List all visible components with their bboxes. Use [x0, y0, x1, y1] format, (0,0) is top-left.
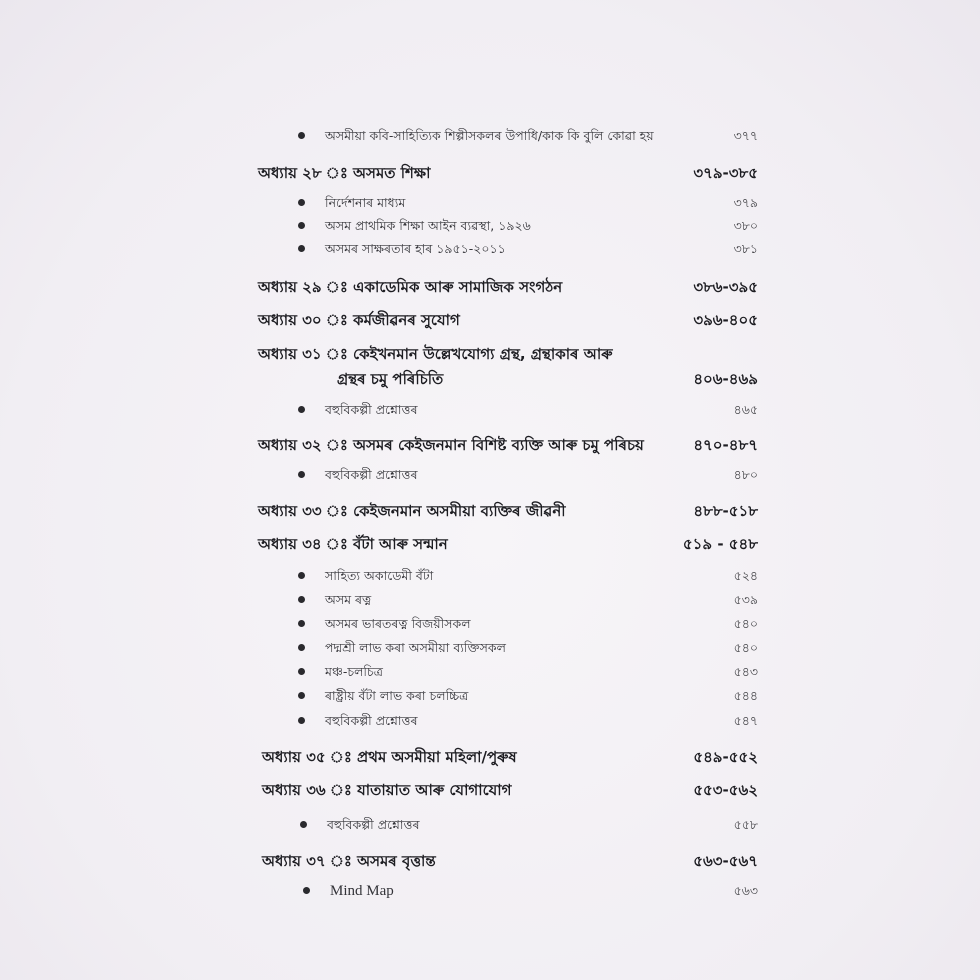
toc-item	[298, 128, 758, 148]
chapter-pages: ৩৭৯-৩৮৫	[693, 164, 758, 182]
toc-item-label: ৰাষ্ট্ৰীয় বঁটা লাভ কৰা চলচ্চিত্ৰ	[325, 688, 469, 703]
chapter-heading	[258, 276, 758, 301]
chapter-title: অধ্যায় ২৮ ঃ অসমত শিক্ষা	[258, 164, 431, 182]
toc-item-label: বহুবিকল্পী প্ৰশ্নোত্তৰ	[325, 713, 418, 728]
bullet-icon	[298, 668, 305, 675]
chapter-title-cont: গ্ৰন্থৰ চমু পৰিচিতি	[337, 370, 444, 388]
toc-item	[300, 817, 758, 837]
toc-item	[298, 616, 758, 636]
toc-item-label: সাহিত্য অকাডেমী বঁটা	[325, 568, 434, 583]
toc-item-page: ৫৩৯	[733, 592, 758, 607]
chapter-pages: ৫৪৯-৫৫২	[693, 748, 758, 766]
bullet-icon	[298, 692, 305, 699]
toc-item-page: ৪৮০	[733, 467, 758, 482]
chapter-heading-cont	[337, 368, 758, 393]
toc-item-page: ৪৬৫	[733, 402, 758, 417]
chapter-title: অধ্যায় ৩৫ ঃ প্ৰথম অসমীয়া মহিলা/পুৰুষ	[262, 748, 517, 766]
chapter-heading	[262, 746, 758, 771]
toc-item-page: ৫৪৪	[733, 688, 758, 703]
chapter-title: অধ্যায় ৩৩ ঃ কেইজনমান অসমীয়া ব্যক্তিৰ জীৱনী	[258, 502, 566, 520]
chapter-heading	[258, 309, 758, 334]
toc-item-page: ৫৪০	[733, 640, 758, 655]
chapter-pages: ৫১৯ - ৫৪৮	[682, 535, 758, 553]
chapter-heading	[262, 850, 758, 875]
bullet-icon	[298, 596, 305, 603]
toc-item-label: মঞ্চ-চলচিত্ৰ	[325, 664, 383, 679]
toc-item	[298, 640, 758, 660]
toc-item	[298, 568, 758, 588]
chapter-title: অধ্যায় ৩৬ ঃ যাতায়াত আৰু যোগাযোগ	[262, 781, 512, 799]
bullet-icon	[298, 471, 305, 478]
bullet-icon	[298, 620, 305, 627]
chapter-heading	[258, 434, 758, 459]
toc-item	[298, 688, 758, 708]
toc-item	[303, 883, 758, 903]
toc-item-label: অসমৰ ভাৰতৰত্ন বিজয়ীসকল	[325, 616, 471, 631]
chapter-title: অধ্যায় ৩৭ ঃ অসমৰ বৃত্তান্ত	[262, 852, 436, 870]
toc-item-page: ৩৮১	[733, 241, 758, 256]
bullet-icon	[298, 222, 305, 229]
toc-item	[298, 713, 758, 733]
chapter-pages: ৪৮৮-৫১৮	[693, 502, 758, 520]
bullet-icon	[298, 644, 305, 651]
toc-item-label: Mind Map	[330, 883, 394, 899]
toc-item-label: নির্দেশনাৰ মাধ্যম	[325, 195, 406, 210]
toc-item-page: ৩৮০	[733, 218, 758, 233]
toc-item-label: বহুবিকল্পী প্ৰশ্নোত্তৰ	[327, 817, 420, 832]
toc-item-label: পদ্মশ্ৰী লাভ কৰা অসমীয়া ব্যক্তিসকল	[325, 640, 506, 655]
bullet-icon	[298, 406, 305, 413]
chapter-title: অধ্যায় ৩১ ঃ কেইখনমান উল্লেখযোগ্য গ্ৰন্থ, গ্ৰন্থাকাৰ আৰু	[258, 345, 613, 363]
toc-item-page: ৫২৪	[733, 568, 758, 583]
toc-item-label: অসম ৰত্ন	[325, 592, 372, 607]
toc-item-page: ৩৭৭	[733, 128, 758, 143]
toc-item	[298, 467, 758, 487]
chapter-heading	[262, 779, 758, 804]
chapter-title: অধ্যায় ৩০ ঃ কৰ্মজীৱনৰ সুযোগ	[258, 311, 460, 329]
toc-item-page: ৫৪৩	[733, 664, 758, 679]
toc-item-label: অসমৰ সাক্ষৰতাৰ হাৰ ১৯৫১-২০১১	[325, 241, 506, 256]
toc-item	[298, 241, 758, 261]
toc-item	[298, 218, 758, 238]
chapter-pages: ৪৭০-৪৮৭	[693, 436, 758, 454]
toc-item-label: বহুবিকল্পী প্ৰশ্নোত্তৰ	[325, 402, 418, 417]
toc-item-label: অসম প্ৰাথমিক শিক্ষা আইন ব্যৱস্থা, ১৯২৬	[325, 218, 531, 233]
bullet-icon	[298, 717, 305, 724]
toc-item	[298, 195, 758, 215]
bullet-icon	[303, 887, 310, 894]
toc-item-label: বহুবিকল্পী প্ৰশ্নোত্তৰ	[325, 467, 418, 482]
toc-item	[298, 592, 758, 612]
bullet-icon	[300, 821, 307, 828]
bullet-icon	[298, 132, 305, 139]
chapter-pages: ৫৬৩-৫৬৭	[693, 852, 758, 870]
chapter-heading	[258, 162, 758, 187]
chapter-pages: ৪০৬-৪৬৯	[693, 370, 758, 388]
toc-item-page: ৫৬৩	[733, 883, 758, 898]
chapter-title: অধ্যায় ২৯ ঃ একাডেমিক আৰু সামাজিক সংগঠন	[258, 278, 563, 296]
chapter-heading	[258, 533, 758, 558]
chapter-heading	[258, 343, 758, 368]
chapter-pages: ৩৯৬-৪০৫	[693, 311, 758, 329]
bullet-icon	[298, 245, 305, 252]
chapter-title: অধ্যায় ৩৪ ঃ বঁটা আৰু সন্মান	[258, 535, 448, 553]
chapter-pages: ৫৫৩-৫৬২	[693, 781, 758, 799]
toc-item	[298, 402, 758, 422]
toc-item-page: ৫৪৭	[733, 713, 758, 728]
chapter-pages: ৩৮৬-৩৯৫	[693, 278, 758, 296]
toc-item-page: ৫৪০	[733, 616, 758, 631]
toc-item-page: ৩৭৯	[733, 195, 758, 210]
toc-item-label: অসমীয়া কবি-সাহিত্যিক শিল্পীসকলৰ উপাধি/কাক কি বুলি কোৱা হয়	[325, 128, 654, 143]
toc-item-page: ৫৫৮	[733, 817, 758, 832]
chapter-title: অধ্যায় ৩২ ঃ অসমৰ কেইজনমান বিশিষ্ট ব্যক্তি আৰু চমু পৰিচয়	[258, 436, 644, 454]
toc-item	[298, 664, 758, 684]
bullet-icon	[298, 199, 305, 206]
chapter-heading	[258, 500, 758, 525]
bullet-icon	[298, 572, 305, 579]
